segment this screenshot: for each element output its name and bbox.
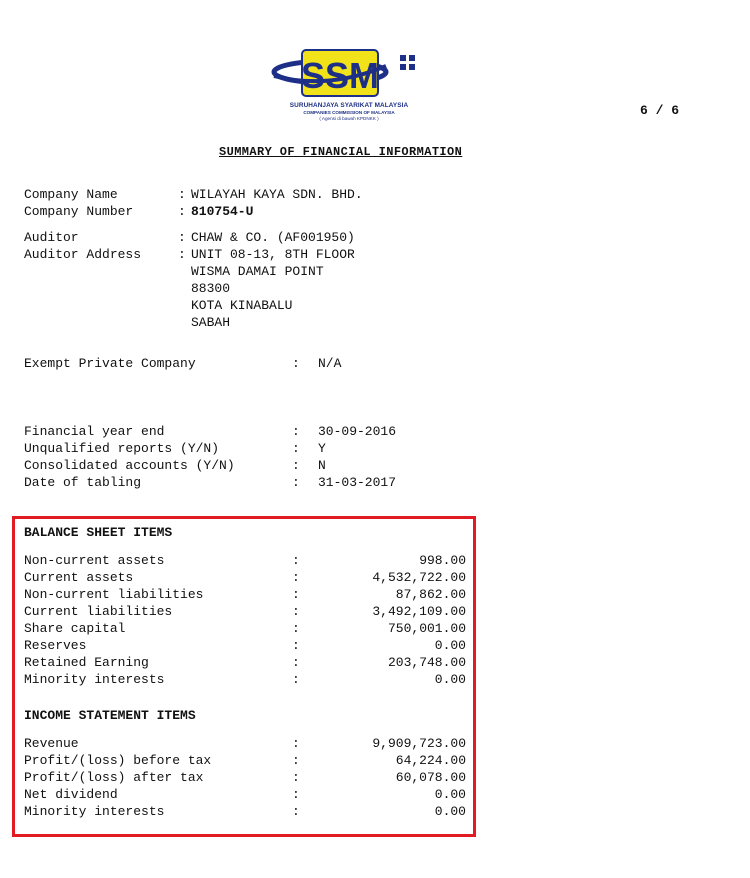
colon: : <box>178 204 186 219</box>
colon: : <box>292 553 300 568</box>
colon: : <box>292 356 300 371</box>
date-of-tabling-value: 31-03-2017 <box>318 475 397 490</box>
balance-item-label: Non-current assets <box>24 553 165 568</box>
company-name-value: WILAYAH KAYA SDN. BHD. <box>191 187 363 202</box>
document-title: SUMMARY OF FINANCIAL INFORMATION <box>219 145 463 159</box>
auditor-label: Auditor <box>24 230 79 245</box>
logo-org-name: SURUHANJAYA SYARIKAT MALAYSIA <box>289 102 409 109</box>
balance-item-value: 750,001.00 <box>387 621 466 636</box>
income-item-label: Profit/(loss) after tax <box>24 770 204 785</box>
income-item-value: 60,078.00 <box>395 770 466 785</box>
auditor-address-line: SABAH <box>191 315 231 330</box>
exempt-label: Exempt Private Company <box>24 356 196 371</box>
logo-acronym: SSM <box>300 55 380 96</box>
consolidated-accounts-value: N <box>318 458 326 473</box>
colon: : <box>292 753 300 768</box>
auditor-address-line: WISMA DAMAI POINT <box>191 264 324 279</box>
ssm-emblem-icon <box>268 42 430 102</box>
colon: : <box>292 587 300 602</box>
colon: : <box>292 441 300 456</box>
page-number: 6 / 6 <box>640 103 680 118</box>
financial-year-end-value: 30-09-2016 <box>318 424 397 439</box>
colon: : <box>292 736 300 751</box>
balance-item-label: Retained Earning <box>24 655 149 670</box>
colon: : <box>292 655 300 670</box>
income-item-value: 0.00 <box>434 787 466 802</box>
income-item-value: 64,224.00 <box>395 753 466 768</box>
colon: : <box>292 570 300 585</box>
colon: : <box>292 458 300 473</box>
consolidated-accounts-label: Consolidated accounts (Y/N) <box>24 458 235 473</box>
unqualified-reports-value: Y <box>318 441 326 456</box>
balance-item-label: Non-current liabilities <box>24 587 204 602</box>
auditor-address-line: KOTA KINABALU <box>191 298 293 313</box>
unqualified-reports-label: Unqualified reports (Y/N) <box>24 441 220 456</box>
balance-item-label: Current assets <box>24 570 134 585</box>
colon: : <box>292 475 300 490</box>
income-item-label: Profit/(loss) before tax <box>24 753 212 768</box>
income-item-label: Revenue <box>24 736 79 751</box>
income-statement-heading: INCOME STATEMENT ITEMS <box>24 708 196 723</box>
logo-org-name-en: COMPANIES COMMISSION OF MALAYSIA <box>303 110 395 115</box>
colon: : <box>292 424 300 439</box>
colon: : <box>292 604 300 619</box>
balance-sheet-heading: BALANCE SHEET ITEMS <box>24 525 173 540</box>
logo-agency-note: ( Agensi di bawah KPDNKK ) <box>319 116 379 121</box>
income-item-value: 0.00 <box>434 804 466 819</box>
balance-item-label: Minority interests <box>24 672 165 687</box>
auditor-address-line: 88300 <box>191 281 231 296</box>
colon: : <box>178 230 186 245</box>
colon: : <box>178 187 186 202</box>
company-name-label: Company Name <box>24 187 118 202</box>
balance-item-value: 0.00 <box>434 672 466 687</box>
financial-year-end-label: Financial year end <box>24 424 165 439</box>
colon: : <box>292 672 300 687</box>
date-of-tabling-label: Date of tabling <box>24 475 142 490</box>
colon: : <box>292 638 300 653</box>
balance-item-value: 998.00 <box>419 553 466 568</box>
colon: : <box>178 247 186 262</box>
balance-item-label: Reserves <box>24 638 87 653</box>
auditor-address-line: UNIT 08-13, 8TH FLOOR <box>191 247 355 262</box>
exempt-value: N/A <box>318 356 342 371</box>
colon: : <box>292 804 300 819</box>
colon: : <box>292 770 300 785</box>
balance-item-label: Current liabilities <box>24 604 173 619</box>
income-item-label: Net dividend <box>24 787 118 802</box>
auditor-value: CHAW & CO. (AF001950) <box>191 230 355 245</box>
income-item-value: 9,909,723.00 <box>372 736 466 751</box>
balance-item-value: 4,532,722.00 <box>372 570 466 585</box>
company-number-label: Company Number <box>24 204 134 219</box>
colon: : <box>292 621 300 636</box>
balance-item-value: 0.00 <box>434 638 466 653</box>
income-item-label: Minority interests <box>24 804 165 819</box>
balance-item-value: 3,492,109.00 <box>372 604 466 619</box>
colon: : <box>292 787 300 802</box>
balance-item-label: Share capital <box>24 621 126 636</box>
ssm-logo <box>268 42 430 130</box>
company-number-value: 810754-U <box>191 204 254 219</box>
balance-item-value: 87,862.00 <box>395 587 466 602</box>
auditor-address-label: Auditor Address <box>24 247 142 262</box>
balance-item-value: 203,748.00 <box>387 655 466 670</box>
